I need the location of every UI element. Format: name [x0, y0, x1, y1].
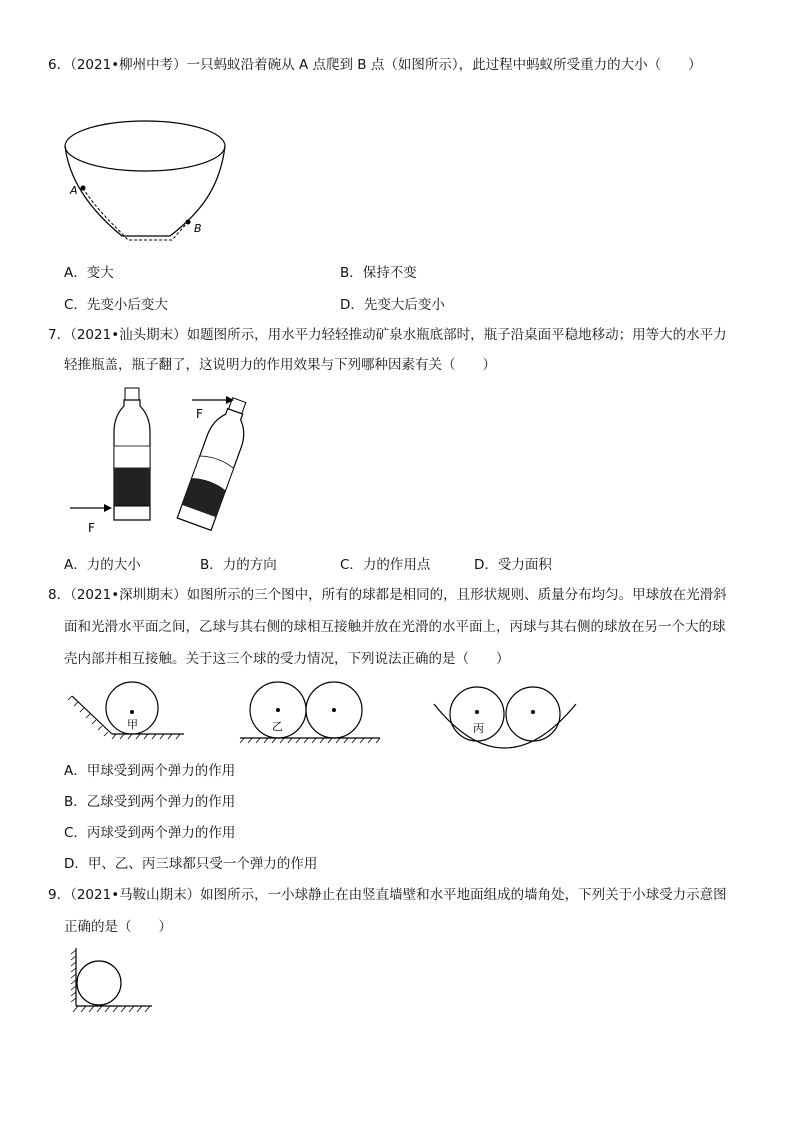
ball-bing-figure [430, 680, 580, 756]
ball-jia-figure [66, 680, 186, 750]
q7-stem-line-1: 7．（2021•汕头期末）如题图所示，用水平力轻轻推动矿泉水瓶底部时，瓶子沿桌面平稳地移动；用等大的水平力 [48, 327, 727, 343]
q7-option-b[interactable]: B．力的方向 [200, 557, 277, 573]
q6-stem: 6．（2021•柳州中考）一只蚂蚁沿着碗从 A 点爬到 B 点（如图所示），此过程中蚂蚁所受重力的大小（ ） [48, 57, 702, 73]
q8-option-b[interactable]: B．乙球受到两个弹力的作用 [64, 794, 236, 810]
point-b-label: B [194, 222, 202, 235]
q7-option-c[interactable]: C．力的作用点 [340, 557, 431, 573]
q9-stem-line-2: 正确的是（ ） [64, 919, 172, 935]
q7-option-d[interactable]: D．受力面积 [474, 557, 552, 573]
ball-bing-label: 丙 [473, 722, 484, 735]
force-label-top: F [196, 407, 203, 421]
q9-stem-line-1: 9．（2021•马鞍山期末）如图所示，一小球静止在由竖直墙壁和水平地面组成的墙角处，下列关于小球受力示意图 [48, 887, 727, 903]
q6-option-a[interactable]: A．变大 [64, 265, 114, 281]
corner-ball-figure [66, 946, 156, 1020]
q8-option-a[interactable]: A．甲球受到两个弹力的作用 [64, 763, 236, 779]
q7-stem-line-2: 轻推瓶盖，瓶子翻了，这说明力的作用效果与下列哪种因素有关（ ） [64, 357, 496, 373]
q7-option-a[interactable]: A．力的大小 [64, 557, 141, 573]
q6-option-d[interactable]: D．先变大后变小 [340, 297, 445, 313]
q8-stem-line-2: 面和光滑水平面之间，乙球与其右侧的球相互接触并放在光滑的水平面上，丙球与其右侧的球放在另一个大的球 [64, 619, 726, 635]
point-a-label: A [70, 184, 78, 197]
q6-option-b[interactable]: B．保持不变 [340, 265, 417, 281]
upright-bottle [114, 388, 150, 520]
q8-stem-line-3: 壳内部并相互接触。关于这三个球的受力情况，下列说法正确的是（ ） [64, 651, 510, 667]
tilted-bottle [177, 394, 256, 530]
q8-stem-line-1: 8．（2021•深圳期末）如图所示的三个图中，所有的球都是相同的，且形状规则、质量分布均匀。甲球放在光滑斜 [48, 587, 727, 603]
force-label-bottom: F [88, 521, 95, 535]
bottles-figure [66, 384, 286, 544]
ball-yi-label: 乙 [272, 720, 283, 733]
q8-option-c[interactable]: C．丙球受到两个弹力的作用 [64, 825, 236, 841]
bowl-figure [60, 118, 230, 258]
ball-jia-label: 甲 [127, 718, 138, 731]
ball-yi-figure [236, 680, 386, 750]
q6-option-c[interactable]: C．先变小后变大 [64, 297, 168, 313]
q8-option-d[interactable]: D．甲、乙、丙三球都只受一个弹力的作用 [64, 856, 318, 872]
